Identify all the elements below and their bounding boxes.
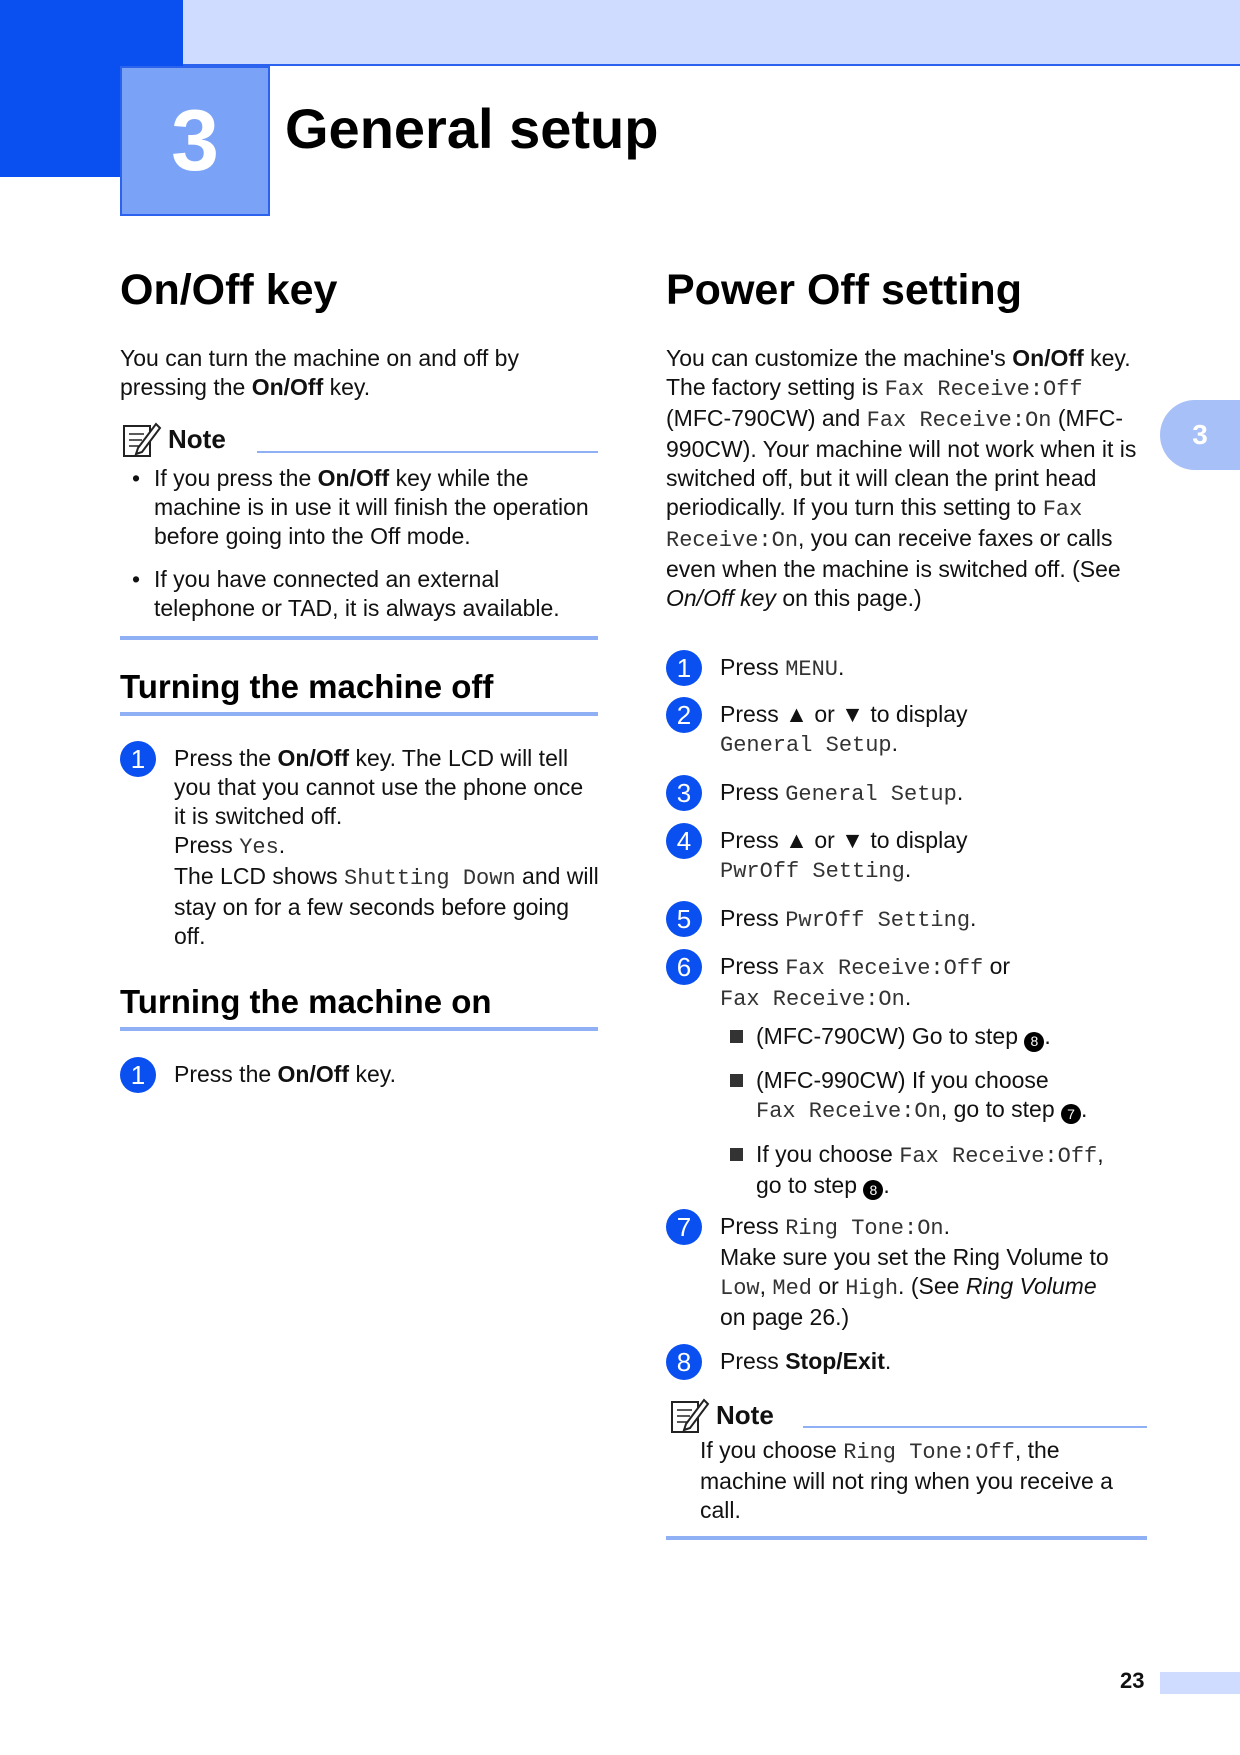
step-number-badge: 2: [666, 697, 702, 733]
page-number: 23: [1120, 1668, 1145, 1693]
step-item: [666, 826, 1146, 886]
step-text: Press ▲ or ▼ to display General Setup.: [720, 701, 968, 758]
chapter-number: 3: [171, 92, 219, 189]
step-ref-badge: 8: [1024, 1032, 1044, 1052]
note-text: If you choose Ring Tone:Off, the machine will not ring when you receive a call.: [700, 1437, 1113, 1523]
note-label: Note: [716, 1399, 774, 1430]
power-off-intro: You can customize the machine's On/Off key. The factory setting is Fax Receive:Off (MFC-790CW) and Fax Receive:On (MFC-990CW). Your machine will not work when it is switched off, but it will clean the print head periodically. If you turn this setting to Fax Receive:On, you can receive faxes or calls even when the machine is switched off. (See On/Off key on this page.): [666, 345, 1137, 611]
note-bullet-item: • If you press the On/Off key while the machine is in use it will finish the operation before going into the Off mode.: [120, 464, 600, 551]
step-item: [120, 1060, 600, 1093]
turning-on-heading: Turning the machine on: [120, 983, 492, 1020]
header-band: [183, 0, 1240, 66]
step-number-badge: 4: [666, 823, 702, 859]
step-number-badge: 1: [120, 741, 156, 777]
note-pencil-icon: [670, 1396, 710, 1434]
section-rule: [120, 1027, 598, 1031]
step-text: Press PwrOff Setting.: [720, 905, 977, 933]
step-text: Press Fax Receive:Off or Fax Receive:On.: [720, 953, 1011, 1012]
note-bullet-item: • If you have connected an external telephone or TAD, it is always available.: [120, 565, 600, 623]
turning-off-heading: Turning the machine off: [120, 668, 494, 705]
note-rule-top: [257, 451, 598, 453]
onoff-intro: You can turn the machine on and off by pressing the On/Off key.: [120, 345, 519, 400]
step-item: [120, 744, 600, 951]
side-tab-label: 3: [1192, 419, 1208, 450]
step-text: Press General Setup.: [720, 779, 964, 807]
step-text: Press Ring Tone:On. Make sure you set the Ring Volume to Low, Med or High. (See Ring Volume on page 26.): [720, 1213, 1109, 1330]
step-text: Press Stop/Exit.: [720, 1348, 892, 1374]
power-off-heading: Power Off setting: [666, 266, 1022, 314]
step-text: Press the On/Off key. The LCD will tell you that you cannot use the phone once it is switched off. Press Yes. The LCD shows Shutting Down and will stay on for a few seconds before going off.: [174, 745, 599, 949]
step-number-badge: 6: [666, 949, 702, 985]
step-number-badge: 3: [666, 775, 702, 811]
note-pencil-icon: [122, 420, 162, 458]
section-rule: [120, 712, 598, 716]
footer-bar: [1160, 1672, 1240, 1694]
option-item: If you choose Fax Receive:Off, go to step 8 .: [730, 1140, 1150, 1201]
note-rule-top: [803, 1426, 1147, 1428]
step-item: [666, 1347, 1146, 1380]
step-ref-badge: 8: [863, 1180, 883, 1200]
step-number-badge: 1: [120, 1057, 156, 1093]
note-heading: [122, 420, 226, 458]
note-heading: [670, 1396, 774, 1434]
step-text: Press MENU.: [720, 654, 845, 682]
step-item: [666, 1212, 1150, 1332]
step-number-badge: 7: [666, 1209, 702, 1245]
step-number-badge: 8: [666, 1344, 702, 1380]
note-bullet-list: [120, 464, 600, 637]
note-rule-bottom: [666, 1536, 1147, 1540]
step-item: [666, 904, 1146, 937]
note-label: Note: [168, 423, 226, 454]
onoff-key-heading: On/Off key: [120, 266, 338, 314]
step-number-badge: 5: [666, 901, 702, 937]
step-item: [666, 653, 1146, 686]
step-6-options: [730, 1022, 1150, 1214]
step-item: [666, 778, 1146, 811]
chapter-side-tab: [1160, 400, 1240, 470]
step-text: Press ▲ or ▼ to display PwrOff Setting.: [720, 827, 968, 884]
step-number-badge: 1: [666, 650, 702, 686]
step-item: [666, 700, 1146, 760]
step-ref-badge: 7: [1061, 1104, 1081, 1124]
option-item: (MFC-990CW) If you choose Fax Receive:On, go to step 7 .: [730, 1066, 1150, 1126]
step-text: Press the On/Off key.: [174, 1061, 396, 1087]
chapter-title: General setup: [285, 97, 659, 160]
note-rule-bottom: [120, 636, 598, 640]
step-item: [666, 952, 1146, 1014]
option-item: (MFC-790CW) Go to step 8 .: [730, 1022, 1150, 1052]
chapter-number-box: [120, 66, 270, 216]
